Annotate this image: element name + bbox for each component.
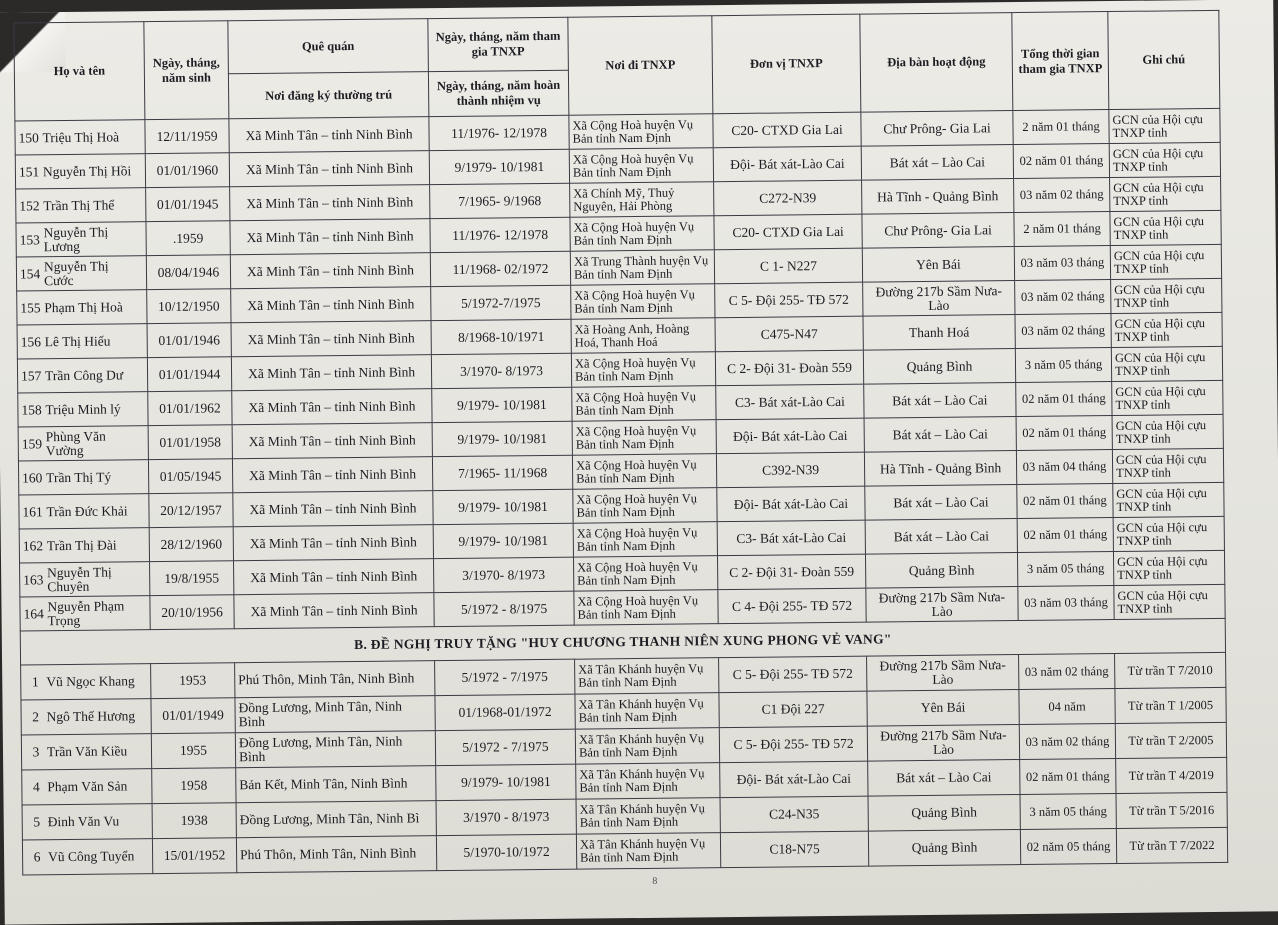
person-name: Triệu Minh lý [45,401,121,418]
note-cell: GCN của Hội cựu TNXP tỉnh [1110,176,1221,211]
person-name: Vũ Công Tuyển [48,848,135,865]
note-cell: Từ trần T 5/2016 [1116,792,1227,828]
person-name: Trần Thị Đài [46,537,117,554]
row-number: 156 [20,334,42,350]
home-cell: Xã Minh Tân – tỉnh Ninh Bình [230,219,430,255]
name-cell [17,324,147,359]
total-cell: 02 năm 05 tháng [1020,829,1116,865]
person-name: Nguyễn Thị Chuyên [47,564,112,594]
total-cell: 02 năm 01 tháng [1020,759,1116,795]
area-cell: Đường 217b Sầm Nưa- Lào [867,655,1019,692]
note-cell: GCN của Hội cựu TNXP tỉnh [1112,414,1223,449]
dob-cell: 10/12/1950 [147,289,231,324]
note-cell: GCN của Hội cựu TNXP tỉnh [1111,312,1222,347]
departure-cell: Xã Trung Thành huyện Vụ Bản tỉnh Nam Định [570,250,714,286]
unit-cell: C392-N39 [716,452,864,488]
person-name: Nguyễn Thị Lương [43,224,109,254]
dob-cell: .1959 [146,221,230,256]
person-name: Trần Văn Kiều [46,743,128,760]
area-cell: Bát xát – Lào Cai [864,383,1016,419]
home-cell: Xã Minh Tân – tỉnh Ninh Bình [231,355,431,391]
unit-cell: C 2- Đội 31- Đoàn 559 [715,350,863,386]
dob-cell: 12/11/1959 [145,119,229,154]
total-cell: 03 năm 03 tháng [1018,586,1114,621]
row-number: 154 [19,265,41,281]
header-note: Ghi chú [1108,10,1220,109]
row-number: 4 [32,779,40,795]
note-cell: GCN của Hội cựu TNXP tỉnh [1111,278,1222,313]
person-name: Triệu Thị Hoà [42,129,120,146]
dob-cell: 1955 [151,733,235,769]
home-cell: Xã Minh Tân – tỉnh Ninh Bình [229,151,429,187]
total-cell: 02 năm 01 tháng [1016,416,1112,451]
period-cell: 3/1970- 8/1973 [431,353,571,388]
name-cell [19,494,149,529]
period-cell: 9/1979- 10/1981 [436,764,576,800]
veterans-table [13,10,1228,876]
dob-cell: 1953 [151,663,235,699]
period-cell: 5/1970-10/1972 [436,834,576,870]
unit-cell: Đội- Bát xát-Lào Cai [717,486,865,522]
unit-cell: C 5- Đội 255- TĐ 572 [719,726,867,763]
note-cell: GCN của Hội cựu TNXP tỉnh [1114,584,1225,619]
note-cell: GCN của Hội cựu TNXP tỉnh [1109,142,1220,177]
total-cell: 2 năm 01 tháng [1013,110,1109,145]
name-cell [16,256,146,291]
total-cell: 02 năm 01 tháng [1017,518,1113,553]
departure-cell: Xã Cộng Hoà huyện Vụ Bản tỉnh Nam Định [570,216,714,252]
row-number: 158 [21,402,42,418]
area-cell: Bát xát – Lào Cai [865,485,1017,521]
row-number: 153 [19,231,40,247]
person-name: Nguyễn Thị Hồi [42,163,132,180]
departure-cell: Xã Tân Khánh huyện Vụ Bản tỉnh Nam Định [576,798,720,835]
person-name: Nguyễn Thị Cước [43,258,109,288]
departure-cell: Xã Cộng Hoà huyện Vụ Bản tỉnh Nam Định [571,352,715,388]
period-cell: 9/1979- 10/1981 [429,149,569,184]
name-cell [18,392,148,427]
name-cell [21,664,151,700]
section-b-title: B. ĐỀ NGHỊ TRUY TẶNG "HUY CHƯƠNG THANH NIÊN XUNG PHONG VẺ VANG" [20,618,1225,665]
area-cell: Yên Bái [862,247,1014,283]
home-cell: Bản Kết, Minh Tân, Ninh Bình [236,766,436,803]
name-cell [22,804,152,840]
unit-cell: Đội- Bát xát-Lào Cai [720,761,868,798]
home-cell: Phú Thôn, Minh Tân, Ninh Bình [236,836,436,873]
period-cell: 3/1970 - 8/1973 [436,799,576,835]
dob-cell: 20/10/1956 [150,595,234,630]
unit-cell: C 1- N227 [714,248,862,284]
area-cell: Đường 217b Sầm Nưa- Lào [863,281,1015,317]
period-cell: 9/1979- 10/1981 [433,523,573,558]
total-cell: 03 năm 02 tháng [1014,178,1110,213]
area-cell: Bát xát – Lào Cai [864,417,1016,453]
unit-cell: C3- Bát xát-Lào Cai [716,384,864,420]
home-cell: Xã Minh Tân – tỉnh Ninh Bình [230,185,430,221]
page-number: 8 [652,875,658,887]
row-number: 2 [32,709,40,725]
home-cell: Phú Thôn, Minh Tân, Ninh Bình [235,661,435,698]
row-number: 151 [18,164,40,180]
departure-cell: Xã Tân Khánh huyện Vụ Bản tỉnh Nam Định [575,693,719,730]
total-cell: 2 năm 01 tháng [1014,212,1110,247]
header-complete: Ngày, tháng, năm hoàn thành nhiệm vụ [428,70,568,116]
home-cell: Đồng Lương, Minh Tân, Ninh Bì [236,801,436,838]
name-cell [19,528,149,563]
departure-cell: Xã Tân Khánh huyện Vụ Bản tỉnh Nam Định [576,833,720,870]
note-cell: GCN của Hội cựu TNXP tỉnh [1113,516,1224,551]
departure-cell: Xã Cộng Hoà huyện Vụ Bản tỉnh Nam Định [573,556,717,592]
period-cell: 5/1972 - 7/1975 [435,659,575,695]
name-cell [22,769,152,805]
unit-cell: C18-N75 [720,831,868,868]
name-cell [17,358,147,393]
row-number: 161 [22,504,43,520]
note-cell: Từ trần T 2/2005 [1115,722,1226,758]
row-number: 157 [20,368,42,384]
departure-cell: Xã Cộng Hoà huyện Vụ Bản tỉnh Nam Định [569,114,713,150]
person-name: Vũ Ngọc Khang [46,673,135,690]
row-number: 155 [20,300,41,316]
dob-cell: 08/04/1946 [146,255,230,290]
header-join: Ngày, tháng, năm tham gia TNXP [428,17,569,71]
row-number: 164 [23,605,44,621]
unit-cell: C1 Đội 227 [719,691,867,728]
note-cell: GCN của Hội cựu TNXP tỉnh [1109,108,1220,143]
period-cell: 9/1979- 10/1981 [432,387,572,422]
home-cell: Xã Minh Tân – tỉnh Ninh Bình [231,321,431,357]
name-cell [16,222,146,257]
total-cell: 02 năm 01 tháng [1017,484,1113,519]
dob-cell: 01/05/1945 [148,459,232,494]
unit-cell: C3- Bát xát-Lào Cai [717,520,865,556]
name-cell [20,596,150,631]
header-unit: Đơn vị TNXP [712,14,861,114]
area-cell: Quảng Bình [863,349,1015,385]
departure-cell: Xã Cộng Hoà huyện Vụ Bản tỉnh Nam Định [571,284,715,320]
note-cell: GCN của Hội cựu TNXP tỉnh [1112,380,1223,415]
row-number: 6 [33,849,41,865]
note-cell: Từ trần T 4/2019 [1116,757,1227,793]
departure-cell: Xã Tân Khánh huyện Vụ Bản tỉnh Nam Định [575,658,719,695]
period-cell: 8/1968-10/1971 [431,319,571,354]
row-number: 160 [22,470,43,486]
header-name: Họ và tên [14,22,145,121]
note-cell: GCN của Hội cựu TNXP tỉnh [1111,346,1222,381]
name-cell [21,699,151,735]
total-cell: 02 năm 01 tháng [1013,144,1109,179]
dob-cell: 01/01/1945 [146,187,230,222]
name-cell [15,120,145,155]
unit-cell: C 2- Đội 31- Đoàn 559 [717,554,865,590]
area-cell: Thanh Hoá [863,315,1015,351]
total-cell: 03 năm 02 tháng [1019,724,1115,760]
person-name: Trần Thị Thể [43,197,115,214]
period-cell: 11/1968- 02/1972 [430,251,570,286]
unit-cell: Đội- Bát xát-Lào Cai [716,418,864,454]
area-cell: Hà Tĩnh - Quảng Bình [864,451,1016,487]
header-total: Tổng thời gian tham gia TNXP [1012,12,1109,111]
person-name: Trần Công Dư [44,367,124,384]
name-cell [16,188,146,223]
area-cell: Đường 217b Sầm Nưa- Lào [866,587,1018,623]
total-cell: 3 năm 05 tháng [1017,552,1113,587]
period-cell: 11/1976- 12/1978 [430,217,570,252]
total-cell: 03 năm 02 tháng [1015,280,1111,315]
departure-cell: Xã Cộng Hoà huyện Vụ Bản tỉnh Nam Định [573,488,717,524]
unit-cell: C475-N47 [715,316,863,352]
person-name: Lê Thị Hiếu [44,333,111,350]
total-cell: 03 năm 03 tháng [1014,246,1110,281]
unit-cell: C24-N35 [720,796,868,833]
row-number: 152 [19,198,40,214]
area-cell: Bát xát – Lào Cai [868,760,1020,797]
name-cell [15,154,145,189]
period-cell: 9/1979- 10/1981 [432,421,572,456]
dob-cell: 01/01/1944 [147,357,231,392]
dob-cell: 1958 [152,768,236,804]
departure-cell: Xã Cộng Hoà huyện Vụ Bản tỉnh Nam Định [574,590,718,626]
row-number: 150 [18,130,39,146]
dob-cell: 20/12/1957 [149,493,233,528]
note-cell: GCN của Hội cựu TNXP tỉnh [1112,448,1223,483]
period-cell: 5/1972-7/1975 [431,285,571,320]
dob-cell: 01/01/1946 [147,323,231,358]
period-cell: 9/1979- 10/1981 [433,489,573,524]
note-cell: GCN của Hội cựu TNXP tỉnh [1113,482,1224,517]
note-cell: Từ trần T 7/2010 [1115,652,1226,688]
row-number: 3 [32,744,40,760]
person-name: Phùng Văn Vường [45,428,106,458]
name-cell [22,839,152,875]
dob-cell: 19/8/1955 [150,561,234,596]
home-cell: Xã Minh Tân – tỉnh Ninh Bình [232,389,432,425]
note-cell: GCN của Hội cựu TNXP tỉnh [1113,550,1224,585]
home-cell: Xã Minh Tân – tỉnh Ninh Bình [229,117,429,153]
period-cell: 11/1976- 12/1978 [429,115,569,150]
home-cell: Đồng Lương, Minh Tân, Ninh Bình [235,696,435,733]
person-name: Ngô Thế Hương [46,708,136,725]
area-cell: Chư Prông- Gia Lai [861,111,1013,147]
departure-cell: Xã Cộng Hoà huyện Vụ Bản tỉnh Nam Định [572,454,716,490]
period-cell: 5/1972 - 8/1975 [434,591,574,626]
person-name: Trần Thị Tý [46,469,112,486]
area-cell: Quảng Bình [865,553,1017,589]
departure-cell: Xã Hoàng Anh, Hoàng Hoá, Thanh Hoá [571,318,715,354]
total-cell: 03 năm 02 tháng [1015,314,1111,349]
home-cell: Xã Minh Tân – tỉnh Ninh Bình [234,593,434,629]
header-dob: Ngày, tháng, năm sinh [144,21,229,120]
dob-cell: 1938 [152,803,236,839]
unit-cell: C 5- Đội 255- TĐ 572 [715,282,863,318]
dob-cell: 15/01/1952 [152,838,236,874]
dob-cell: 01/01/1960 [145,153,229,188]
note-cell: Từ trần T 1/2005 [1115,687,1226,723]
period-cell: 7/1965- 9/1968 [430,183,570,218]
name-cell [20,562,150,597]
area-cell: Đường 217b Sầm Nưa- Lào [867,725,1019,762]
person-name: Trần Đức Khải [46,503,128,520]
total-cell: 03 năm 02 tháng [1019,654,1115,690]
note-cell: Từ trần T 7/2022 [1116,827,1227,863]
period-cell: 5/1972 - 7/1975 [435,729,575,765]
name-cell [21,734,151,770]
departure-cell: Xã Tân Khánh huyện Vụ Bản tỉnh Nam Định [575,728,719,765]
home-cell: Xã Minh Tân – tỉnh Ninh Bình [230,253,430,289]
unit-cell: C20- CTXD Gia Lai [713,112,861,148]
person-name: Nguyễn Phạm Trọng [47,597,125,628]
home-cell: Xã Minh Tân – tỉnh Ninh Bình [233,525,433,561]
row-number: 162 [22,538,44,554]
person-name: Phạm Thị Hoà [44,299,123,316]
area-cell: Hà Tĩnh - Quảng Bình [862,179,1014,215]
home-cell: Xã Minh Tân – tỉnh Ninh Bình [233,491,433,527]
unit-cell: C 4- Đội 255- TĐ 572 [718,588,866,624]
person-name: Đinh Văn Vu [47,813,120,830]
name-cell [18,426,148,461]
total-cell: 04 năm [1019,689,1115,725]
unit-cell: C 5- Đội 255- TĐ 572 [719,656,867,693]
header-hometown: Quê quán [228,19,429,74]
row-number: 1 [31,674,39,690]
period-cell: 7/1965- 11/1968 [432,455,572,490]
total-cell: 3 năm 05 tháng [1015,348,1111,383]
area-cell: Bát xát – Lào Cai [865,519,1017,555]
unit-cell: C20- CTXD Gia Lai [714,214,862,250]
home-cell: Xã Minh Tân – tỉnh Ninh Bình [232,423,432,459]
header-residence: Nơi đăng ký thường trú [228,72,428,119]
dob-cell: 01/01/1958 [148,425,232,460]
home-cell: Xã Minh Tân – tỉnh Ninh Bình [231,287,431,323]
period-cell: 3/1970- 8/1973 [434,557,574,592]
departure-cell: Xã Cộng Hoà huyện Vụ Bản tỉnh Nam Định [572,420,716,456]
home-cell: Xã Minh Tân – tỉnh Ninh Bình [232,457,432,493]
total-cell: 3 năm 05 tháng [1020,794,1116,830]
area-cell: Chư Prông- Gia Lai [862,213,1014,249]
unit-cell: C272-N39 [714,180,862,216]
person-name: Phạm Văn Sản [47,778,128,795]
dob-cell: 01/01/1949 [151,698,235,734]
departure-cell: Xã Cộng Hoà huyện Vụ Bản tỉnh Nam Định [569,148,713,184]
home-cell: Đồng Lương, Minh Tân, Ninh Bình [235,731,435,768]
area-cell: Bát xát – Lào Cai [861,145,1013,181]
dob-cell: 01/01/1962 [148,391,232,426]
name-cell [18,460,148,495]
home-cell: Xã Minh Tân – tỉnh Ninh Bình [234,559,434,595]
dob-cell: 28/12/1960 [149,527,233,562]
area-cell: Quảng Bình [868,795,1020,832]
note-cell: GCN của Hội cựu TNXP tỉnh [1110,244,1221,279]
unit-cell: Đội- Bát xát-Lào Cai [713,146,861,182]
departure-cell: Xã Chính Mỹ, Thuỷ Nguyên, Hải Phòng [570,182,714,218]
total-cell: 03 năm 04 tháng [1016,450,1112,485]
departure-cell: Xã Cộng Hoà huyện Vụ Bản tỉnh Nam Định [572,386,716,422]
row-number: 159 [21,435,43,451]
period-cell: 01/1968-01/1972 [435,694,575,730]
row-number: 5 [33,814,41,830]
area-cell: Quảng Bình [868,830,1020,867]
total-cell: 02 năm 01 tháng [1016,382,1112,417]
area-cell: Yên Bái [867,690,1019,727]
name-cell [17,290,147,325]
header-area: Địa bàn hoạt động [860,13,1013,113]
departure-cell: Xã Tân Khánh huyện Vụ Bản tỉnh Nam Định [576,763,720,800]
note-cell: GCN của Hội cựu TNXP tỉnh [1110,210,1221,245]
departure-cell: Xã Cộng Hoà huyện Vụ Bản tỉnh Nam Định [573,522,717,558]
header-departure: Nơi đi TNXP [568,16,713,116]
row-number: 163 [23,571,44,587]
